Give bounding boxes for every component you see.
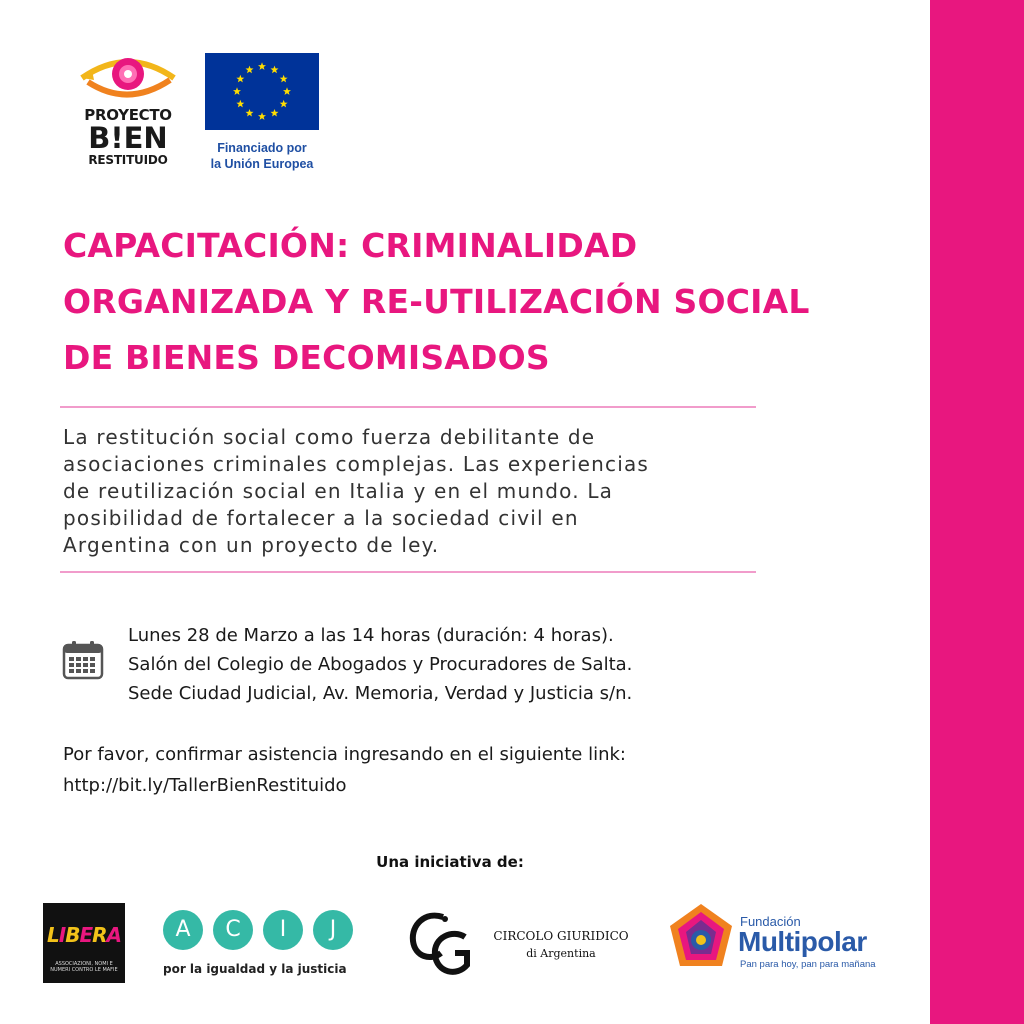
divider-bottom bbox=[60, 571, 756, 573]
rsvp-text: Por favor, confirmar asistencia ingresando en el siguiente link: bbox=[63, 744, 626, 765]
description-line-3: de reutilización social en Italia y en el mundo. La bbox=[63, 479, 614, 503]
rsvp-block bbox=[63, 739, 903, 801]
description-line-4: posibilidad de fortalecer a la sociedad civil en bbox=[63, 506, 579, 530]
eye-icon bbox=[78, 52, 178, 104]
proyecto-logo-line1: PROYECTO bbox=[84, 106, 172, 124]
event-date: Lunes 28 de Marzo a las 14 horas (duración: 4 horas). bbox=[128, 625, 614, 646]
multipolar-prefix: Fundación bbox=[740, 914, 801, 929]
side-accent-bar bbox=[930, 0, 1024, 1024]
acij-letter-i: I bbox=[263, 910, 303, 950]
description-line-1: La restitución social como fuerza debilitante de bbox=[63, 425, 596, 449]
eu-caption-line1: Financiado por bbox=[217, 141, 307, 155]
rsvp-link[interactable]: http://bit.ly/TallerBienRestituido bbox=[63, 775, 347, 796]
circolo-name: CIRCOLO GIURIDICO bbox=[493, 929, 629, 943]
libera-logo bbox=[43, 903, 125, 983]
fundacion-multipolar-logo bbox=[666, 902, 896, 978]
proyecto-logo-line2: B!EN bbox=[88, 121, 168, 155]
acij-letter-j: J bbox=[313, 910, 353, 950]
title-line-1: CAPACITACIÓN: CRIMINALIDAD bbox=[63, 226, 638, 265]
proyecto-bien-restituido-logo bbox=[72, 50, 184, 170]
multipolar-tagline: Pan para hoy, pan para mañana bbox=[740, 959, 876, 970]
event-address: Sede Ciudad Judicial, Av. Memoria, Verdad y Justicia s/n. bbox=[128, 683, 633, 704]
title-line-3: DE BIENES DECOMISADOS bbox=[63, 338, 550, 377]
calendar-icon bbox=[62, 640, 104, 680]
acij-tagline: por la igualdad y la justicia bbox=[163, 962, 347, 976]
event-venue: Salón del Colegio de Abogados y Procuradores de Salta. bbox=[128, 654, 633, 675]
eu-caption-line2: la Unión Europea bbox=[210, 157, 314, 171]
circolo-subtitle: di Argentina bbox=[526, 947, 596, 960]
divider-top bbox=[60, 406, 756, 408]
cg-monogram-icon bbox=[405, 907, 475, 983]
eu-caption bbox=[194, 140, 330, 172]
description bbox=[63, 424, 783, 559]
description-line-2: asociaciones criminales complejas. Las experiencias bbox=[63, 452, 650, 476]
multipolar-mark-icon bbox=[666, 902, 736, 974]
proyecto-logo-line3: RESTITUIDO bbox=[88, 153, 168, 167]
acij-letter-c: C bbox=[213, 910, 253, 950]
acij-logo bbox=[163, 910, 358, 990]
page-title bbox=[63, 218, 923, 386]
circolo-giuridico-logo bbox=[405, 907, 645, 983]
initiative-label: Una iniciativa de: bbox=[376, 853, 524, 871]
multipolar-name: Multipolar bbox=[738, 926, 867, 957]
libera-tagline: ASSOCIAZIONI, NOMI E NUMERI CONTRO LE MAFIE bbox=[50, 961, 118, 973]
description-line-5: Argentina con un proyecto de ley. bbox=[63, 533, 440, 557]
title-line-2: ORGANIZADA Y RE-UTILIZACIÓN SOCIAL bbox=[63, 282, 810, 321]
acij-letter-a: A bbox=[163, 910, 203, 950]
eu-flag-icon bbox=[205, 53, 319, 130]
libera-wordmark: LIBERA bbox=[46, 923, 121, 947]
event-details bbox=[128, 621, 908, 708]
